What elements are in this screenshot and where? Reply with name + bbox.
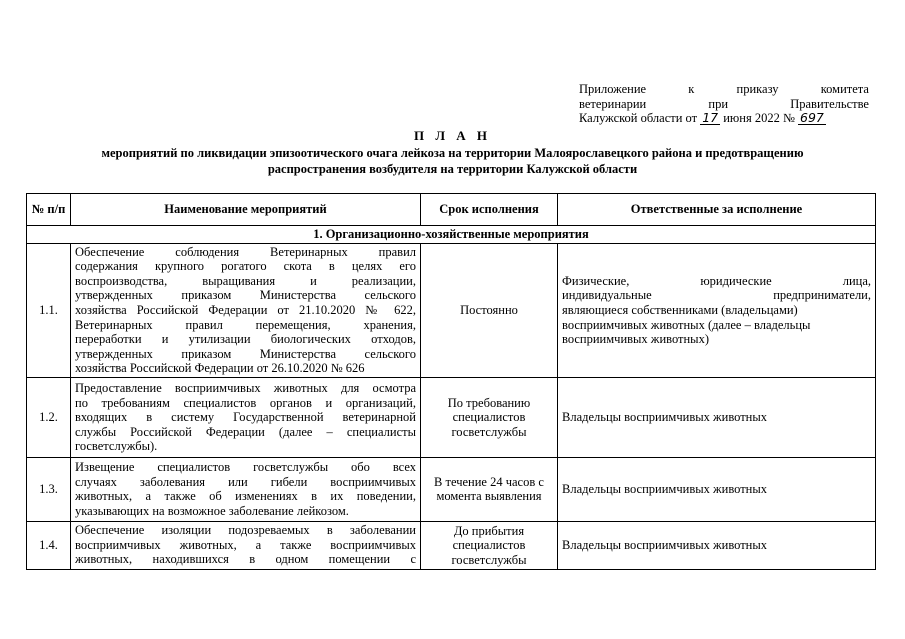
activity-text-line: хозяйства Российской Федерации от 21.10.2020 № 622, — [75, 302, 416, 317]
term-text-line: специалистов — [452, 538, 526, 553]
row-number: 1.2. — [27, 377, 71, 457]
appendix-word: ветеринарии — [579, 96, 647, 111]
activity-text-line: службы Российской Федерации (далее – специалисты — [75, 424, 416, 439]
header-num: № п/п — [27, 194, 71, 226]
section-title: 1. Организационно-хозяйственные мероприятия — [27, 226, 876, 244]
term-text-line: момента выявления — [436, 489, 542, 504]
appendix-word: Правительстве — [790, 96, 869, 111]
activity-text-line: содержания крупного рогатого скота в целях его — [75, 259, 416, 274]
term-text-line: В течение 24 часов с — [434, 474, 544, 489]
term-text-line: госветслужбы — [451, 424, 527, 439]
appendix-month-year: июня 2022 № — [723, 111, 795, 126]
activity-cell — [71, 521, 421, 569]
appendix-word: приказу — [736, 82, 779, 96]
term-text-line: госветслужбы — [451, 552, 527, 567]
term-text-line: Постоянно — [460, 302, 518, 317]
activity-cell — [71, 377, 421, 457]
activity-text-line: Извещение специалистов госветслужбы обо всех — [75, 460, 416, 475]
activity-text-line: по требованиям специалистов органов и организаций, — [75, 395, 416, 410]
appendix-line-1 — [579, 82, 869, 97]
table-row — [27, 521, 876, 569]
term-text-line: До прибытия — [453, 523, 525, 538]
responsible-cell — [558, 377, 876, 457]
row-number: 1.4. — [27, 521, 71, 569]
responsible-text-line: Физические, юридические лица, — [562, 273, 871, 288]
responsible-cell — [558, 243, 876, 377]
plan-subtitle: мероприятий по ликвидации эпизоотического очага лейкоза на территории Малоярославецкого района и предотвращению распространения возбудителя на территории Калужской области — [101, 146, 804, 176]
activity-text-line: животных, а также об изменениях в их поведении, — [75, 489, 416, 504]
activity-text-line: утвержденных приказом Министерства сельского — [75, 288, 416, 303]
responsible-text-line: восприимчивых животных) — [562, 332, 709, 347]
table-row — [27, 377, 876, 457]
activity-text-line: госветслужбы). — [75, 439, 158, 454]
activity-text-line: случаях заболевания или гибели восприимчивых — [75, 474, 416, 489]
header-responsible: Ответственные за исполнение — [558, 194, 876, 226]
responsible-text-line: Владельцы восприимчивых животных — [562, 410, 768, 425]
header-activity: Наименование мероприятий — [71, 194, 421, 226]
responsible-cell — [558, 521, 876, 569]
activity-text-line: Обеспечение соблюдения Ветеринарных правил — [75, 244, 416, 259]
activity-text-line: Обеспечение изоляции подозреваемых в заболевании — [75, 522, 416, 537]
section-row — [27, 226, 876, 244]
table-header-row — [27, 194, 876, 226]
activity-text-line: животных, находившихся в одном помещении с — [75, 552, 416, 567]
term-text-line: По требованию — [447, 395, 531, 410]
responsible-text-line: Владельцы восприимчивых животных — [562, 538, 768, 553]
handwritten-order-number: 697 — [800, 110, 824, 126]
appendix-line-2 — [579, 97, 869, 112]
row-number: 1.3. — [27, 457, 71, 521]
plan-table — [26, 193, 876, 570]
activity-text-line: восприимчивых животных, а также восприимчивых — [75, 537, 416, 552]
activity-text-line: утвержденных приказом Министерства сельского — [75, 346, 416, 361]
term-cell — [421, 521, 558, 569]
table-row — [27, 243, 876, 377]
responsible-text-line: Владельцы восприимчивых животных — [562, 482, 768, 497]
responsible-cell — [558, 457, 876, 521]
appendix-line-3 — [579, 111, 869, 126]
activity-cell — [71, 457, 421, 521]
activity-text-line: Предоставление восприимчивых животных для осмотра — [75, 380, 416, 395]
activity-text-line: воспроизводства, выращивания и реализации, — [75, 273, 416, 288]
activity-text-line: переработки и утилизации биологических отходов, — [75, 332, 416, 347]
row-number: 1.1. — [27, 243, 71, 377]
term-cell — [421, 377, 558, 457]
appendix-word: комитета — [820, 82, 869, 96]
plan-title: П Л А Н — [413, 128, 492, 143]
activity-text-line: хозяйства Российской Федерации от 26.10.2020 № 626 — [75, 361, 365, 376]
handwritten-day: 17 — [702, 110, 719, 126]
appendix-note — [579, 82, 869, 126]
term-cell — [421, 243, 558, 377]
appendix-word: при — [708, 96, 729, 111]
activity-cell — [71, 243, 421, 377]
appendix-date-prefix: Калужской области от — [579, 111, 698, 126]
term-cell — [421, 457, 558, 521]
responsible-text-line: являющиеся собственниками (владельцами) — [562, 302, 798, 317]
header-term: Срок исполнения — [421, 194, 558, 226]
responsible-text-line: восприимчивых животных (далее – владельцы — [562, 317, 811, 332]
term-text-line: специалистов — [452, 410, 526, 425]
activity-text-line: указывающих на возможное заболевание лейкозом. — [75, 504, 349, 519]
activity-text-line: Ветеринарных правил перемещения, хранения, — [75, 317, 416, 332]
activity-text-line: входящих в систему Государственной ветеринарной — [75, 410, 416, 425]
appendix-word: Приложение — [579, 82, 647, 96]
appendix-word: к — [688, 82, 695, 96]
table-row — [27, 457, 876, 521]
responsible-text-line: индивидуальные предприниматели, — [562, 288, 871, 303]
